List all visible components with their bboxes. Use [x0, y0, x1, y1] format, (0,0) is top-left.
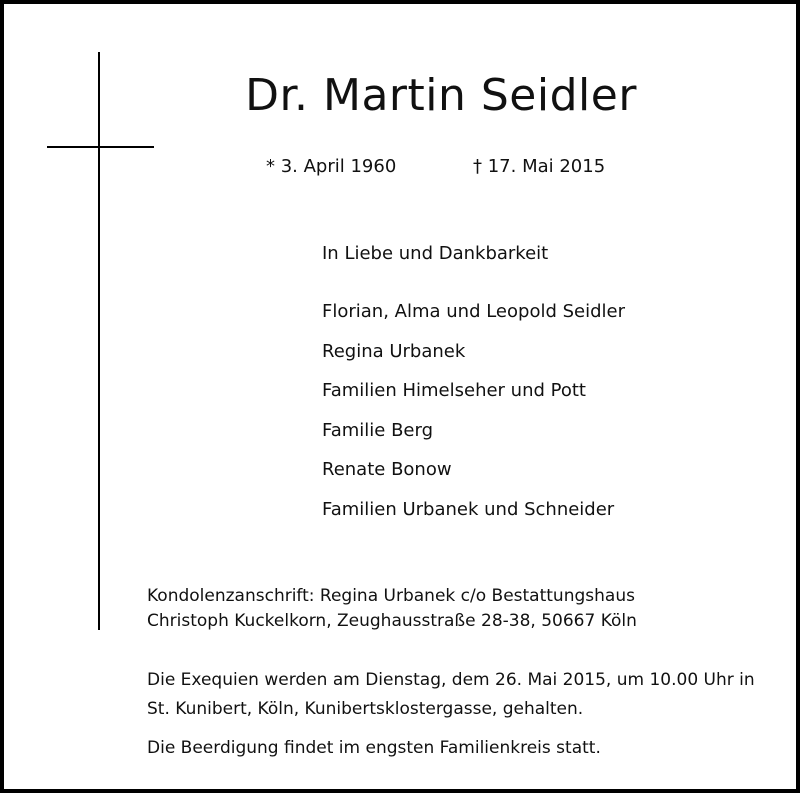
- condolence-address: [147, 584, 637, 634]
- exequies-line: Die Exequien werden am Dienstag, dem 26. Mai 2015, um 10.00 Uhr in: [147, 670, 755, 690]
- mourner-line: Regina Urbanek: [322, 340, 466, 362]
- death-date: † 17. Mai 2015: [473, 156, 606, 177]
- mourners-intro: In Liebe und Dankbarkeit: [322, 243, 549, 264]
- mourner-line: Florian, Alma und Leopold Seidler: [322, 301, 626, 322]
- cross-icon-vertical-bar: [98, 52, 100, 630]
- exequies-line: St. Kunibert, Köln, Kunibertsklostergasse, gehalten.: [147, 699, 584, 719]
- mourner-line: Renate Bonow: [322, 459, 452, 480]
- birth-date: * 3. April 1960: [266, 156, 397, 177]
- life-dates: [4, 152, 800, 182]
- mourner-line: Familien Himelseher und Pott: [322, 380, 586, 401]
- mourner-line: Familie Berg: [322, 419, 433, 441]
- exequies-info: [147, 666, 755, 724]
- condolence-line: Christoph Kuckelkorn, Zeughausstraße 28-38, 50667 Köln: [147, 611, 637, 631]
- mourners-block: [322, 238, 625, 529]
- mourner-line: Familien Urbanek und Schneider: [322, 498, 615, 520]
- cross-icon-horizontal-bar: [47, 146, 154, 148]
- deceased-name: Dr. Martin Seidler: [245, 70, 637, 121]
- burial-info: Die Beerdigung findet im engsten Familienkreis statt.: [147, 738, 601, 758]
- condolence-line: Kondolenzanschrift: Regina Urbanek c/o Bestattungshaus: [147, 586, 635, 606]
